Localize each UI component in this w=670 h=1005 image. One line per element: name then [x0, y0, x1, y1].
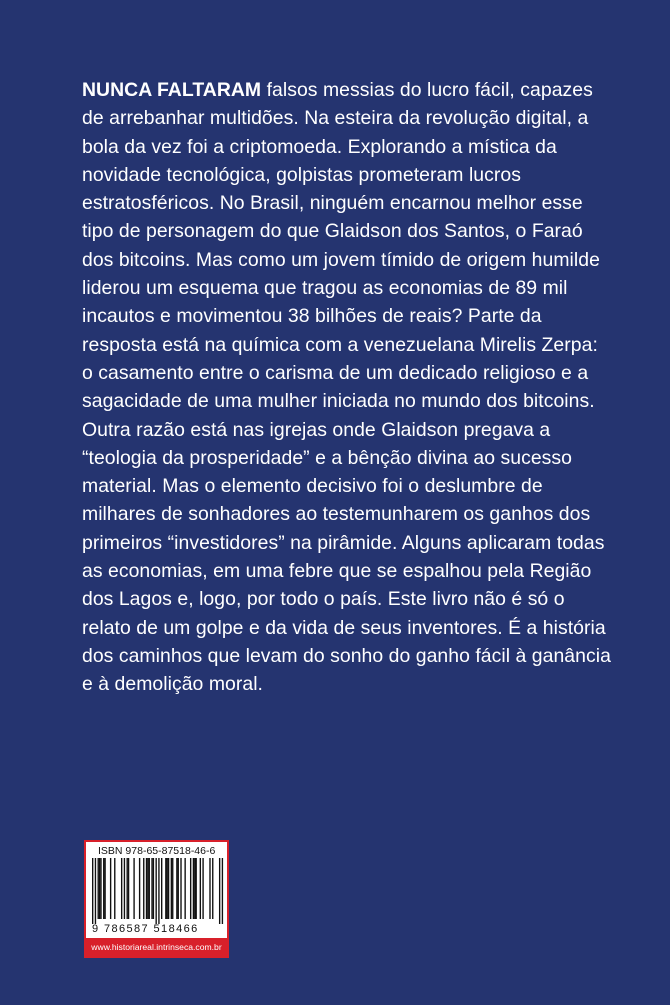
- barcode-bar: [180, 858, 181, 919]
- back-cover-blurb: [82, 76, 612, 699]
- barcode-bar: [92, 858, 93, 924]
- barcode-bar: [165, 858, 166, 919]
- barcode-bar: [146, 858, 147, 919]
- barcode-bar: [95, 858, 96, 924]
- barcode-bar: [149, 858, 150, 919]
- barcode-image: [88, 858, 225, 924]
- barcode-bar: [153, 858, 154, 919]
- barcode-bar: [190, 858, 191, 919]
- barcode-bar: [139, 858, 140, 919]
- barcode-bar: [176, 858, 177, 919]
- barcode-bar: [168, 858, 169, 919]
- barcode-bar: [151, 858, 152, 919]
- barcode-bar: [193, 858, 194, 919]
- barcode-bar: [104, 858, 105, 919]
- barcode-bar: [219, 858, 220, 924]
- barcode-bar: [209, 858, 210, 919]
- barcode-bar: [171, 858, 172, 919]
- isbn-barcode-block: [84, 840, 229, 958]
- barcode-bar: [127, 858, 128, 919]
- barcode-bar: [110, 858, 111, 919]
- barcode-bar: [98, 858, 99, 919]
- barcode-bar: [172, 858, 173, 919]
- barcode-bar: [200, 858, 201, 919]
- barcode-bar: [212, 858, 213, 919]
- barcode-bar: [99, 858, 100, 919]
- barcode-bar: [155, 858, 156, 924]
- publisher-website: www.historiareal.intrinseca.com.br: [86, 938, 227, 956]
- barcode-bar: [158, 858, 159, 924]
- blurb-lead: NUNCA FALTARAM: [82, 79, 262, 101]
- barcode-bar: [178, 858, 179, 919]
- barcode-bar: [143, 858, 144, 919]
- blurb-body: falsos messias do lucro fácil, capazes de arrebanhar multidões. Na esteira da revolução digital, a bola da vez foi a criptomoeda. Explorando a mística da novidade tecnológica, golpistas prometeram lucros estratosféricos. No Brasil, ninguém encarnou melhor esse tipo de personagem do que Glaidson dos Santos, o Faraó dos bitcoins. Mas como um jovem tímido de origem humilde liderou um esquema que tragou as economias de 89 mil incautos e movimentou 38 bilhões de reais? Parte da resposta está na química com a venezuelana Mirelis Zerpa: o casamento entre o carisma de um dedicado religioso e a sagacidade de uma mulher iniciada no mundo dos bitcoins. Outra razão está nas igrejas onde Glaidson pregava a “teologia da prosperidade” e a bênção divina ao sucesso material. Mas o elemento decisivo foi o deslumbre de milhares de sonhadores ao testemunharem os ganhos dos primeiros “investidores” na pirâmide. Alguns aplicaram todas as economias, em uma febre que se espalhou pela Região dos Lagos e, logo, por todo o país. Este livro não é só o relato de um golpe e da vida de seus inventores. É a história dos caminhos que levam do sonho do ganho fácil à ganância e à demolição moral.: [82, 79, 611, 696]
- barcode-bar: [194, 858, 195, 919]
- barcode-bar: [196, 858, 197, 919]
- barcode-bar: [222, 858, 223, 924]
- barcode-bar: [124, 858, 125, 919]
- barcode-bar: [133, 858, 134, 919]
- isbn-label: ISBN 978-65-87518-46-6: [98, 845, 216, 857]
- barcode-bar: [161, 858, 162, 919]
- barcode-digits: 9 786587 518466: [92, 923, 199, 935]
- barcode-bar: [147, 858, 148, 919]
- barcode-bar: [103, 858, 104, 919]
- barcode-bar: [100, 858, 101, 919]
- barcode-bar: [202, 858, 203, 919]
- barcode-bar: [121, 858, 122, 919]
- barcode-bar: [114, 858, 115, 919]
- barcode-bar: [184, 858, 185, 919]
- barcode-bar: [167, 858, 168, 919]
- barcode-bar: [128, 858, 129, 919]
